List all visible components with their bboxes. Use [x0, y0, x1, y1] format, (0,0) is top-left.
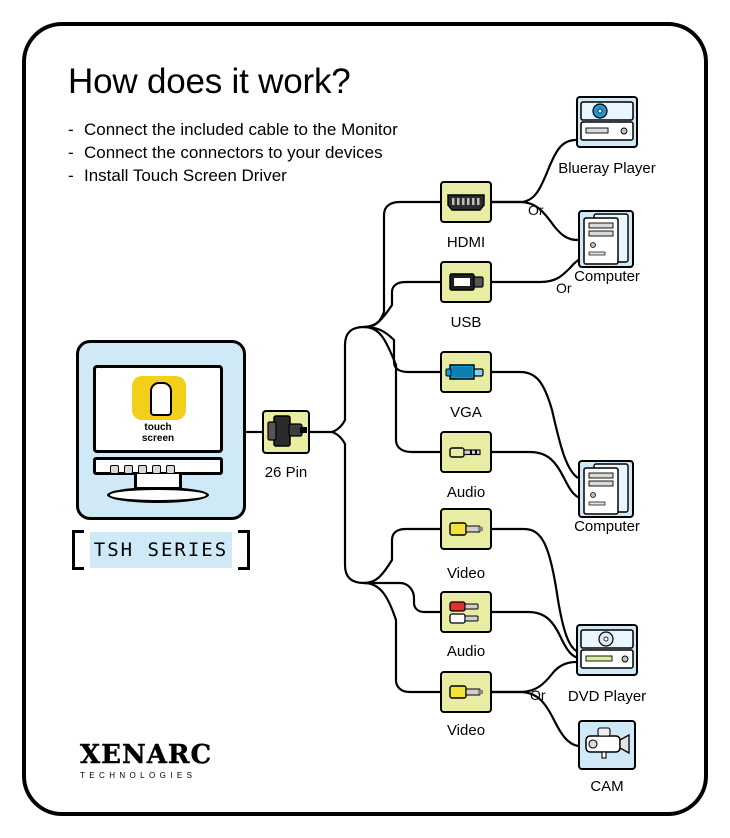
connector-audio-bottom-label: Audio [446, 643, 486, 660]
page-title: How does it work? [68, 62, 351, 101]
connector-vga [440, 351, 492, 393]
rca-yellow-icon [442, 510, 490, 548]
device-computer-mid [578, 460, 634, 518]
monitor-button [152, 465, 161, 474]
monitor-button [110, 465, 119, 474]
bullet-dash: - [68, 120, 74, 139]
monitor-foot [107, 487, 209, 503]
bullet-dash: - [68, 143, 74, 162]
connector-hdmi [440, 181, 492, 223]
monitor-button-bar [93, 457, 223, 475]
monitor-illustration [76, 340, 246, 520]
steps-list [68, 118, 498, 187]
device-computer-top [578, 210, 634, 268]
camera-icon [580, 722, 634, 768]
device-blueray-label: Blueray Player [558, 160, 656, 177]
connector-26pin [262, 410, 310, 454]
touch-badge [132, 376, 186, 420]
step-text: Connect the connectors to your devices [84, 143, 383, 162]
blueray-player-icon [578, 98, 636, 146]
device-dvd [576, 624, 638, 676]
connector-26pin-label: 26 Pin [264, 464, 308, 481]
connector-audio-top-label: Audio [446, 484, 486, 501]
device-computer-top-label: Computer [574, 268, 640, 285]
connector-video-bottom [440, 671, 492, 713]
connector-usb [440, 261, 492, 303]
connector-usb-label: USB [450, 314, 482, 331]
monitor-button [124, 465, 133, 474]
list-item [68, 164, 498, 187]
step-text: Install Touch Screen Driver [84, 166, 287, 185]
connector-video-bottom-label: Video [446, 722, 486, 739]
hdmi-icon [442, 183, 490, 221]
connector-video-top [440, 508, 492, 550]
logo-subtitle: TECHNOLOGIES [80, 771, 197, 780]
26pin-icon [264, 412, 308, 452]
list-item [68, 141, 498, 164]
series-plate [72, 532, 250, 568]
vga-icon [442, 353, 490, 391]
bullet-dash: - [68, 166, 74, 185]
or-label-hdmi: Or [528, 202, 544, 218]
touch-screen-label: touch screen [141, 422, 175, 444]
series-label: TSH SERIES [93, 539, 229, 561]
or-label-video: Or [530, 687, 546, 703]
device-dvd-label: DVD Player [567, 688, 647, 705]
device-blueray [576, 96, 638, 148]
computer-tower-icon [580, 212, 632, 266]
rca-red-white-icon [442, 593, 490, 631]
step-text: Connect the included cable to the Monitor [84, 120, 398, 139]
monitor-screen [93, 365, 223, 453]
audio-jack-icon [442, 433, 490, 471]
or-label-usb: Or [556, 280, 572, 296]
rca-yellow-icon [442, 673, 490, 711]
device-cam-label: CAM [590, 778, 624, 795]
computer-tower-icon [580, 462, 632, 516]
connector-hdmi-label: HDMI [446, 234, 486, 251]
logo-name: XENARC [80, 740, 213, 770]
hand-icon [150, 382, 172, 416]
brand-logo [80, 740, 260, 780]
usb-icon [442, 263, 490, 301]
monitor-button [138, 465, 147, 474]
list-item [68, 118, 498, 141]
connector-video-top-label: Video [446, 565, 486, 582]
device-computer-mid-label: Computer [574, 518, 640, 535]
connector-audio-bottom [440, 591, 492, 633]
dvd-player-icon [578, 626, 636, 674]
monitor-button [166, 465, 175, 474]
connector-audio-top [440, 431, 492, 473]
connector-vga-label: VGA [450, 404, 482, 421]
device-cam [578, 720, 636, 770]
